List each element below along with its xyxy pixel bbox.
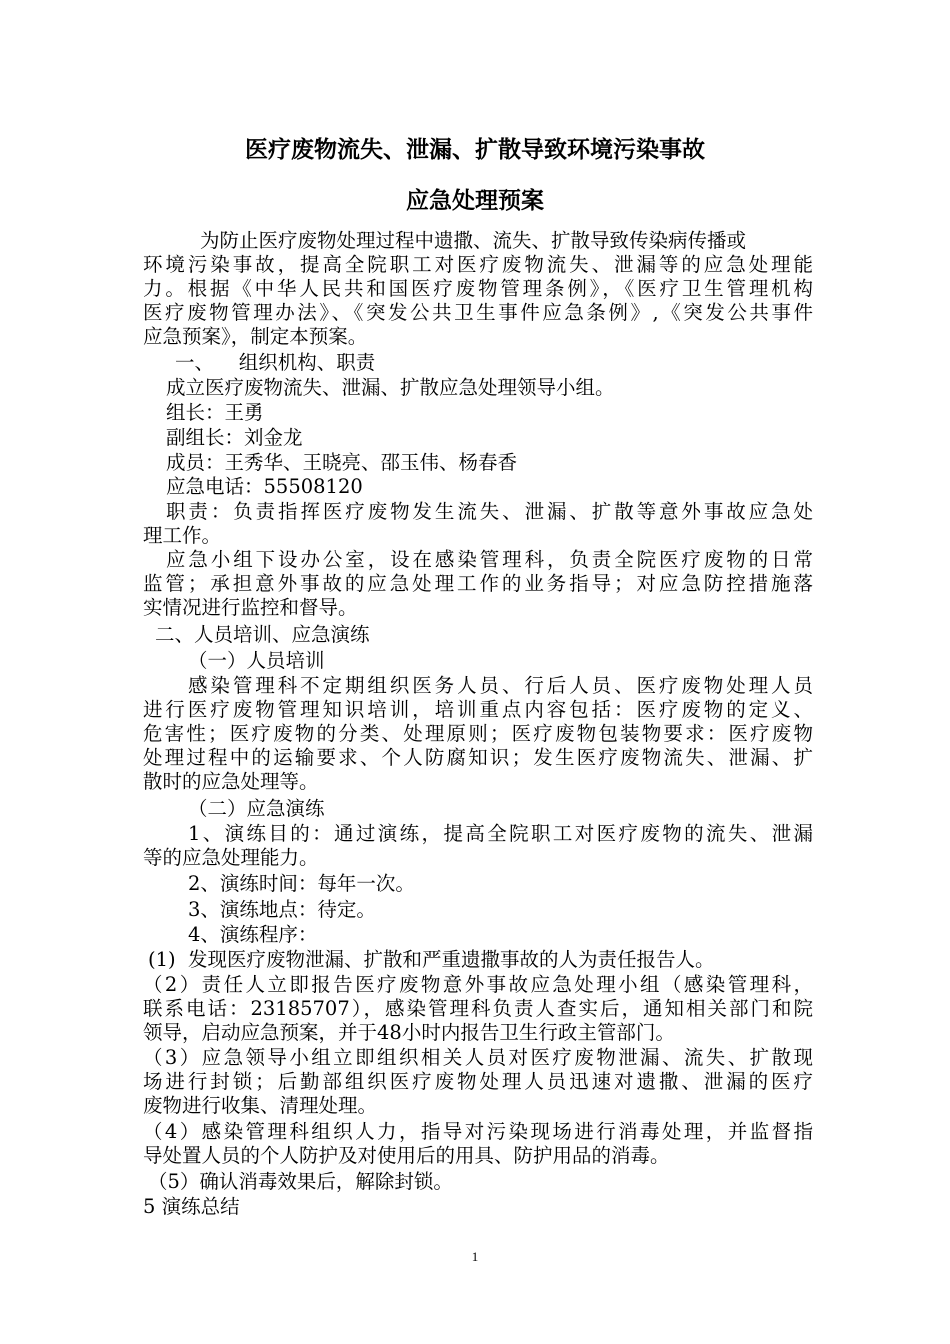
paragraph-line: （3）应急领导小组立即组织相关人员对医疗废物泄漏、流失、扩散现 [143, 1046, 813, 1069]
paragraph-line: 废物进行收集、清理处理。 [143, 1094, 378, 1117]
paragraph-line: 等的应急处理能力。 [143, 846, 319, 869]
paragraph-line: 组长：王勇 [166, 401, 264, 424]
paragraph-line: 4、演练程序： [188, 923, 318, 946]
paragraph-line: 联系电话：23185707），感染管理科负责人查实后，通知相关部门和院 [143, 997, 813, 1020]
paragraph-line: 理工作。 [143, 524, 222, 547]
subsection-heading: （一）人员培训 [188, 649, 325, 672]
paragraph-line: 成员：王秀华、王晓亮、邵玉伟、杨春香 [166, 451, 518, 474]
paragraph-line: 应急电话：55508120 [166, 475, 363, 498]
paragraph-line: （2）责任人立即报告医疗废物意外事故应急处理小组（感染管理科， [143, 973, 813, 996]
paragraph-line: 进行医疗废物管理知识培训，培训重点内容包括：医疗废物的定义、 [143, 698, 813, 721]
paragraph-line: （5）确认消毒效果后，解除封锁。 [148, 1170, 453, 1193]
paragraph-line: 处理过程中的运输要求、个人防腐知识；发生医疗废物流失、泄漏、扩 [143, 746, 813, 769]
paragraph-line: 领导，启动应急预案，并于48小时内报告卫生行政主管部门。 [143, 1021, 675, 1044]
subsection-heading: （二）应急演练 [188, 797, 325, 820]
page-number: 1 [471, 1249, 479, 1264]
paragraph-line: 为防止医疗废物处理过程中遗撒、流失、扩散导致传染病传播或 [200, 229, 747, 252]
paragraph-line: 2、演练时间：每年一次。 [188, 872, 415, 895]
paragraph-line: 应急小组下设办公室，设在感染管理科，负责全院医疗废物的日常 [166, 548, 813, 571]
paragraph-line: 场进行封锁；后勤部组织医疗废物处理人员迅速对遗撒、泄漏的医疗 [143, 1070, 813, 1093]
title-line-1: 医疗废物流失、泄漏、扩散导致环境污染事故 [245, 137, 705, 163]
paragraph-line: 医疗废物管理办法》、《突发公共卫生事件应急条例》,《突发公共事件 [143, 301, 813, 324]
paragraph-line: 副组长：刘金龙 [166, 426, 303, 449]
paragraph-line: 成立医疗废物流失、泄漏、扩散应急处理领导小组。 [166, 376, 615, 399]
paragraph-line: 应急预案》，制定本预案。 [143, 325, 368, 348]
paragraph-line: 感染管理科不定期组织医务人员、行后人员、医疗废物处理人员 [188, 674, 813, 697]
paragraph-line: 实情况进行监控和督导。 [143, 596, 358, 619]
paragraph-line: 监管；承担意外事故的应急处理工作的业务指导；对应急防控措施落 [143, 572, 813, 595]
paragraph-line: 危害性；医疗废物的分类、处理原则；医疗废物包装物要求：医疗废物 [143, 722, 813, 745]
section-heading: 一、 组织机构、职责 [175, 351, 376, 374]
paragraph-line: 力。根据《中华人民共和国医疗废物管理条例》，《医疗卫生管理机构 [143, 277, 813, 300]
title-line-2: 应急处理预案 [406, 188, 544, 214]
paragraph-line: （4）感染管理科组织人力，指导对污染现场进行消毒处理，并监督指 [143, 1120, 813, 1143]
paragraph-line: 1、演练目的：通过演练，提高全院职工对医疗废物的流失、泄漏 [188, 822, 813, 845]
paragraph-line: 5 演练总结 [143, 1195, 240, 1218]
paragraph-line: 散时的应急处理等。 [143, 770, 319, 793]
section-heading: 二、人员培训、应急演练 [155, 623, 370, 646]
paragraph-line: 环境污染事故，提高全院职工对医疗废物流失、泄漏等的应急处理能 [143, 253, 813, 276]
paragraph-line: 导处置人员的个人防护及对使用后的用具、防护用品的消毒。 [143, 1144, 670, 1167]
paragraph-line: 3、演练地点：待定。 [188, 898, 376, 921]
paragraph-line: (1) 发现医疗废物泄漏、扩散和严重遗撒事故的人为责任报告人。 [148, 948, 715, 971]
paragraph-line: 职责：负责指挥医疗废物发生流失、泄漏、扩散等意外事故应急处 [166, 500, 813, 523]
